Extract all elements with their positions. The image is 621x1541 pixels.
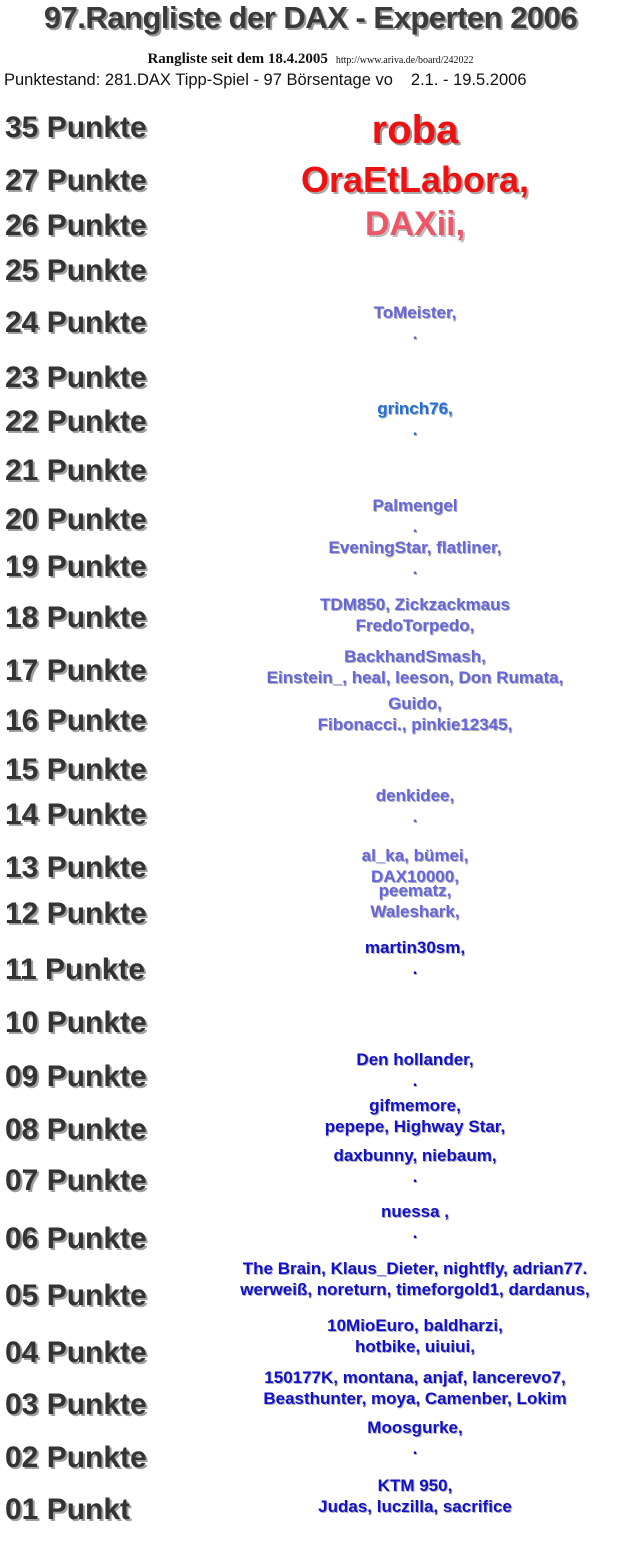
player-names bbox=[200, 785, 621, 827]
player-names bbox=[200, 693, 621, 735]
player-name-line: grinch76, bbox=[377, 399, 453, 418]
player-names bbox=[200, 204, 621, 244]
player-name-line: . bbox=[412, 420, 418, 439]
player-name-line: The Brain, Klaus_Dieter, nightfly, adrian77. bbox=[242, 1259, 588, 1278]
player-name-line: gifmemore, bbox=[369, 1096, 461, 1115]
player-name-line: Moosgurke, bbox=[367, 1418, 463, 1437]
player-names bbox=[200, 108, 621, 152]
subtitle bbox=[0, 50, 621, 68]
points-label: 01 Punkt bbox=[5, 1493, 131, 1526]
player-name-line: Judas, luczilla, sacrifice bbox=[318, 1497, 512, 1516]
points-label: 24 Punkte bbox=[5, 306, 147, 339]
player-names bbox=[200, 1145, 621, 1187]
points-label: 11 Punkte bbox=[5, 953, 146, 986]
points-label: 04 Punkte bbox=[5, 1336, 147, 1369]
points-label: 27 Punkte bbox=[5, 164, 147, 197]
player-name-line: Fibonacci., pinkie12345, bbox=[317, 715, 513, 734]
points-label: 17 Punkte bbox=[5, 654, 147, 687]
player-names bbox=[200, 495, 621, 537]
player-name-line: TDM850, Zickzackmaus bbox=[320, 595, 510, 614]
page-title: 97.Rangliste der DAX - Experten 2006 bbox=[43, 0, 578, 35]
player-name-line: . bbox=[412, 324, 418, 343]
player-names bbox=[200, 1049, 621, 1091]
points-label: 23 Punkte bbox=[5, 361, 147, 394]
player-name-line: . bbox=[412, 1167, 418, 1186]
player-name-line: EveningStar, flatliner, bbox=[328, 538, 502, 557]
points-label: 15 Punkte bbox=[5, 753, 147, 786]
player-name-line: . bbox=[412, 1223, 418, 1242]
score-status-text: Punktestand: 281.DAX Tipp-Spiel - 97 Börsentage vo bbox=[4, 71, 393, 89]
points-label: 13 Punkte bbox=[5, 851, 147, 884]
points-label: 19 Punkte bbox=[5, 550, 147, 583]
points-label: 08 Punkte bbox=[5, 1113, 147, 1146]
points-label: 25 Punkte bbox=[5, 254, 147, 287]
points-label: 05 Punkte bbox=[5, 1279, 147, 1312]
player-names bbox=[200, 302, 621, 344]
points-label: 09 Punkte bbox=[5, 1060, 147, 1093]
player-names bbox=[200, 880, 621, 922]
player-names bbox=[200, 537, 621, 579]
score-status bbox=[4, 71, 619, 90]
player-names bbox=[200, 398, 621, 440]
player-name-line: OraEtLabora, bbox=[300, 159, 530, 200]
player-name-line: Palmengel bbox=[372, 496, 458, 515]
player-name-line: denkidee, bbox=[375, 786, 455, 805]
player-name-line: KTM 950, bbox=[377, 1476, 453, 1495]
points-label: 07 Punkte bbox=[5, 1164, 147, 1197]
player-name-line: . bbox=[412, 1071, 418, 1090]
player-name-line: 150177K, montana, anjaf, lancerevo7, bbox=[264, 1368, 566, 1387]
since-text: Rangliste seit dem 18.4.2005 bbox=[147, 51, 328, 67]
player-name-line: daxbunny, niebaum, bbox=[333, 1146, 497, 1165]
player-name-line: hotbike, uiuiui, bbox=[355, 1337, 475, 1356]
player-name-line: FredoTorpedo, bbox=[355, 616, 475, 635]
player-name-line: peematz, bbox=[378, 881, 452, 900]
player-name-line: . bbox=[412, 517, 418, 536]
player-name-line: Den hollander, bbox=[356, 1050, 474, 1069]
player-name-line: al_ka, bümei, bbox=[361, 846, 469, 865]
player-name-line: nuessa , bbox=[380, 1202, 450, 1221]
player-name-line: . bbox=[412, 959, 418, 978]
player-name-line: ToMeister, bbox=[373, 303, 457, 322]
player-names bbox=[200, 1201, 621, 1243]
player-name-line: DAX10000, bbox=[371, 867, 459, 886]
player-names bbox=[200, 646, 621, 688]
player-names bbox=[200, 937, 621, 979]
player-name-line: Beasthunter, moya, Camenber, Lokim bbox=[263, 1389, 567, 1408]
player-name-line: werweiß, noreturn, timeforgold1, dardanus, bbox=[240, 1280, 590, 1299]
player-name-line: . bbox=[412, 1439, 418, 1458]
player-name-line: . bbox=[412, 807, 418, 826]
board-url: http://www.ariva.de/board/242022 bbox=[335, 55, 474, 66]
points-label: 10 Punkte bbox=[5, 1006, 147, 1039]
player-names bbox=[200, 1258, 621, 1300]
player-name-line: martin30sm, bbox=[364, 938, 466, 957]
player-names bbox=[200, 594, 621, 636]
player-name-line: DAXii, bbox=[364, 205, 466, 243]
points-label: 03 Punkte bbox=[5, 1388, 147, 1421]
player-name-line: Guido, bbox=[388, 694, 442, 713]
player-name-line: Waleshark, bbox=[370, 902, 460, 921]
points-label: 18 Punkte bbox=[5, 601, 147, 634]
points-label: 20 Punkte bbox=[5, 503, 147, 536]
points-label: 26 Punkte bbox=[5, 209, 147, 242]
player-names bbox=[200, 159, 621, 201]
player-name-line: BackhandSmash, bbox=[344, 647, 486, 666]
player-name-line: 10MioEuro, baldharzi, bbox=[327, 1316, 503, 1335]
player-name-line: Einstein_, heal, leeson, Don Rumata, bbox=[266, 668, 564, 687]
player-name-line: pepepe, Highway Star, bbox=[324, 1117, 506, 1136]
points-label: 21 Punkte bbox=[5, 454, 147, 487]
points-label: 02 Punkte bbox=[5, 1441, 147, 1474]
player-names bbox=[200, 1475, 621, 1517]
player-names bbox=[200, 1367, 621, 1409]
date-range: 2.1. - 19.5.2006 bbox=[410, 71, 527, 89]
player-names bbox=[200, 1315, 621, 1357]
player-names bbox=[200, 1095, 621, 1137]
points-label: 06 Punkte bbox=[5, 1222, 147, 1255]
points-label: 16 Punkte bbox=[5, 704, 147, 737]
player-name-line: roba bbox=[371, 108, 459, 152]
points-label: 22 Punkte bbox=[5, 405, 147, 438]
player-names bbox=[200, 1417, 621, 1459]
points-label: 14 Punkte bbox=[5, 798, 147, 831]
points-label: 35 Punkte bbox=[5, 111, 147, 144]
points-label: 12 Punkte bbox=[5, 897, 147, 930]
player-name-line: . bbox=[412, 559, 418, 578]
